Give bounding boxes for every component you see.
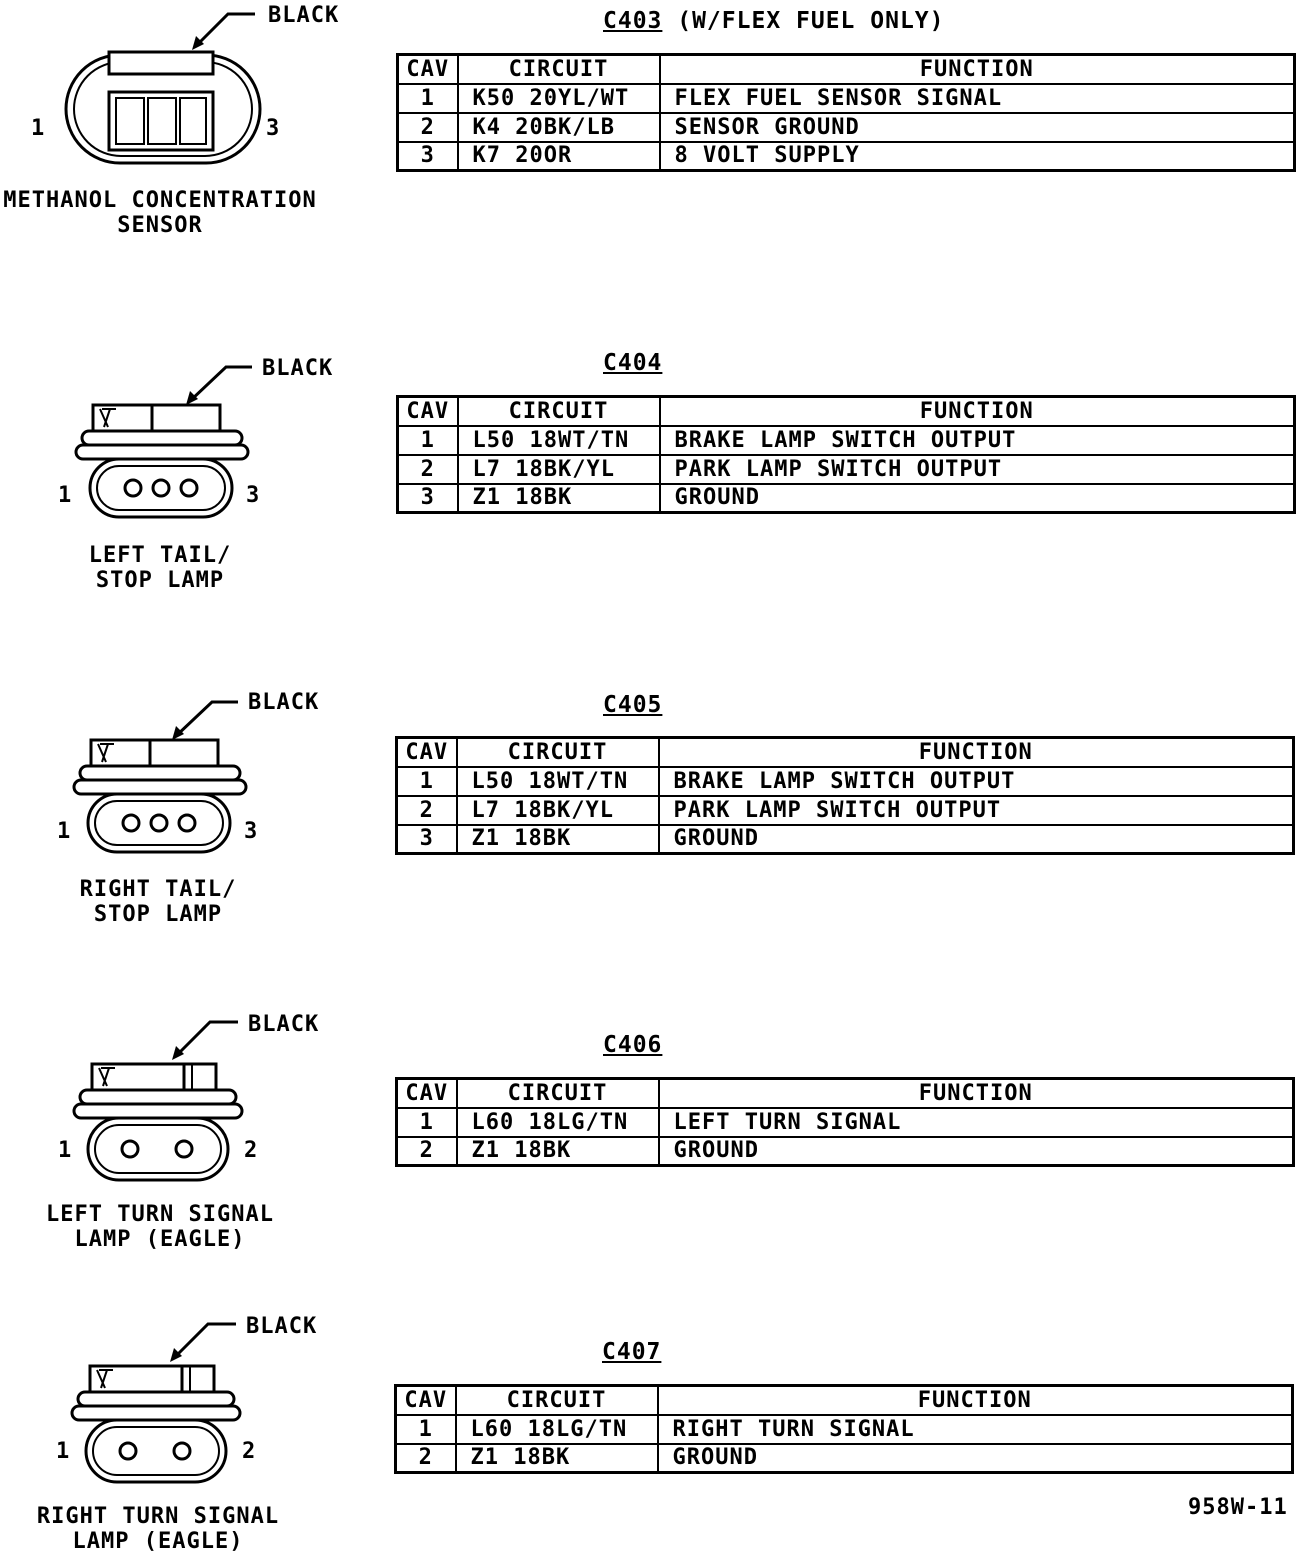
header-function: FUNCTION <box>658 1386 1293 1415</box>
right-tail-lamp-connector-icon <box>0 690 360 870</box>
connector-title: C407 <box>602 1339 662 1365</box>
cell-cav: 1 <box>398 84 458 113</box>
cell-cav: 2 <box>396 1444 456 1473</box>
cell-function: FLEX FUEL SENSOR SIGNAL <box>660 84 1295 113</box>
cell-circuit: L60 18LG/TN <box>456 1415 658 1444</box>
table-header-row <box>397 738 1294 767</box>
header-cav: CAV <box>397 1079 457 1108</box>
table-row <box>398 84 1295 113</box>
cell-cav: 2 <box>397 1137 457 1166</box>
table-row <box>398 113 1295 142</box>
pin-label: 1 <box>56 1439 71 1464</box>
cell-function: SENSOR GROUND <box>660 113 1295 142</box>
connector-name: RIGHT TAIL/ STOP LAMP <box>79 877 237 927</box>
cell-cav: 2 <box>398 455 458 484</box>
connector-name: LEFT TURN SIGNAL LAMP (EAGLE) <box>46 1202 274 1252</box>
pinout-table <box>395 736 1295 855</box>
cell-cav: 3 <box>398 142 458 171</box>
cell-cav: 2 <box>398 113 458 142</box>
cell-cav: 1 <box>397 767 457 796</box>
header-circuit: CIRCUIT <box>456 1386 658 1415</box>
table-header-row <box>396 1386 1293 1415</box>
cell-circuit: L50 18WT/TN <box>458 426 660 455</box>
cell-circuit: Z1 18BK <box>457 1137 659 1166</box>
cell-function: GROUND <box>658 1444 1293 1473</box>
table-row <box>397 767 1294 796</box>
connector-name: LEFT TAIL/ STOP LAMP <box>88 543 232 593</box>
header-function: FUNCTION <box>659 1079 1294 1108</box>
pin-label: 2 <box>242 1439 257 1464</box>
cell-function: LEFT TURN SIGNAL <box>659 1108 1294 1137</box>
cell-function: PARK LAMP SWITCH OUTPUT <box>660 455 1295 484</box>
wire-color-label: BLACK <box>262 356 334 381</box>
cell-cav: 1 <box>396 1415 456 1444</box>
cell-function: BRAKE LAMP SWITCH OUTPUT <box>660 426 1295 455</box>
connector-name: METHANOL CONCENTRATION SENSOR <box>3 188 317 238</box>
connector-title: C406 <box>603 1032 663 1058</box>
pin-label: 1 <box>58 483 73 508</box>
wire-color-label: BLACK <box>268 3 340 28</box>
table-row <box>396 1415 1293 1444</box>
cell-function: 8 VOLT SUPPLY <box>660 142 1295 171</box>
pin-label: 1 <box>58 1138 73 1163</box>
pin-label: 3 <box>266 116 281 141</box>
table-row <box>398 455 1295 484</box>
header-cav: CAV <box>397 738 457 767</box>
header-cav: CAV <box>398 55 458 84</box>
connector-title: C404 <box>603 350 663 376</box>
figure-id: 958W-11 <box>1188 1495 1288 1520</box>
wire-color-label: BLACK <box>246 1314 318 1339</box>
cell-circuit: Z1 18BK <box>458 484 660 513</box>
cell-cav: 2 <box>397 796 457 825</box>
methanol-sensor-connector-icon <box>0 0 360 200</box>
cell-cav: 1 <box>398 426 458 455</box>
left-tail-lamp-connector-icon <box>0 355 360 535</box>
cell-function: PARK LAMP SWITCH OUTPUT <box>659 796 1294 825</box>
cell-circuit: K50 20YL/WT <box>458 84 660 113</box>
cell-circuit: L50 18WT/TN <box>457 767 659 796</box>
cell-cav: 1 <box>397 1108 457 1137</box>
pin-label: 1 <box>31 116 46 141</box>
pinout-table <box>396 53 1296 172</box>
table-header-row <box>398 55 1295 84</box>
table-row <box>398 142 1295 171</box>
cell-function: GROUND <box>660 484 1295 513</box>
header-cav: CAV <box>398 397 458 426</box>
cell-function: GROUND <box>659 1137 1294 1166</box>
connector-name: RIGHT TURN SIGNAL LAMP (EAGLE) <box>36 1504 280 1554</box>
table-row <box>397 1137 1294 1166</box>
right-turn-signal-connector-icon <box>0 1312 360 1492</box>
connector-title: C405 <box>603 692 663 718</box>
wire-color-label: BLACK <box>248 690 320 715</box>
table-row <box>397 1108 1294 1137</box>
cell-function: GROUND <box>659 825 1294 854</box>
pin-label: 1 <box>57 819 72 844</box>
cell-circuit: L7 18BK/YL <box>457 796 659 825</box>
pin-label: 2 <box>244 1138 259 1163</box>
header-circuit: CIRCUIT <box>458 397 660 426</box>
pin-label: 3 <box>244 819 259 844</box>
header-function: FUNCTION <box>660 397 1295 426</box>
table-header-row <box>397 1079 1294 1108</box>
header-cav: CAV <box>396 1386 456 1415</box>
cell-circuit: L60 18LG/TN <box>457 1108 659 1137</box>
pinout-table <box>394 1384 1294 1474</box>
header-function: FUNCTION <box>659 738 1294 767</box>
pinout-table <box>395 1077 1295 1167</box>
cell-circuit: K7 20OR <box>458 142 660 171</box>
cell-cav: 3 <box>397 825 457 854</box>
header-circuit: CIRCUIT <box>457 1079 659 1108</box>
connector-title: C403 (W/FLEX FUEL ONLY) <box>603 8 945 34</box>
cell-circuit: Z1 18BK <box>456 1444 658 1473</box>
cell-function: BRAKE LAMP SWITCH OUTPUT <box>659 767 1294 796</box>
header-circuit: CIRCUIT <box>457 738 659 767</box>
table-row <box>396 1444 1293 1473</box>
header-circuit: CIRCUIT <box>458 55 660 84</box>
table-row <box>397 796 1294 825</box>
cell-cav: 3 <box>398 484 458 513</box>
cell-circuit: K4 20BK/LB <box>458 113 660 142</box>
left-turn-signal-connector-icon <box>0 1010 360 1190</box>
table-header-row <box>398 397 1295 426</box>
header-function: FUNCTION <box>660 55 1295 84</box>
table-row <box>397 825 1294 854</box>
table-row <box>398 484 1295 513</box>
pin-label: 3 <box>246 483 261 508</box>
cell-circuit: L7 18BK/YL <box>458 455 660 484</box>
cell-function: RIGHT TURN SIGNAL <box>658 1415 1293 1444</box>
wire-color-label: BLACK <box>248 1012 320 1037</box>
cell-circuit: Z1 18BK <box>457 825 659 854</box>
table-row <box>398 426 1295 455</box>
pinout-table <box>396 395 1296 514</box>
